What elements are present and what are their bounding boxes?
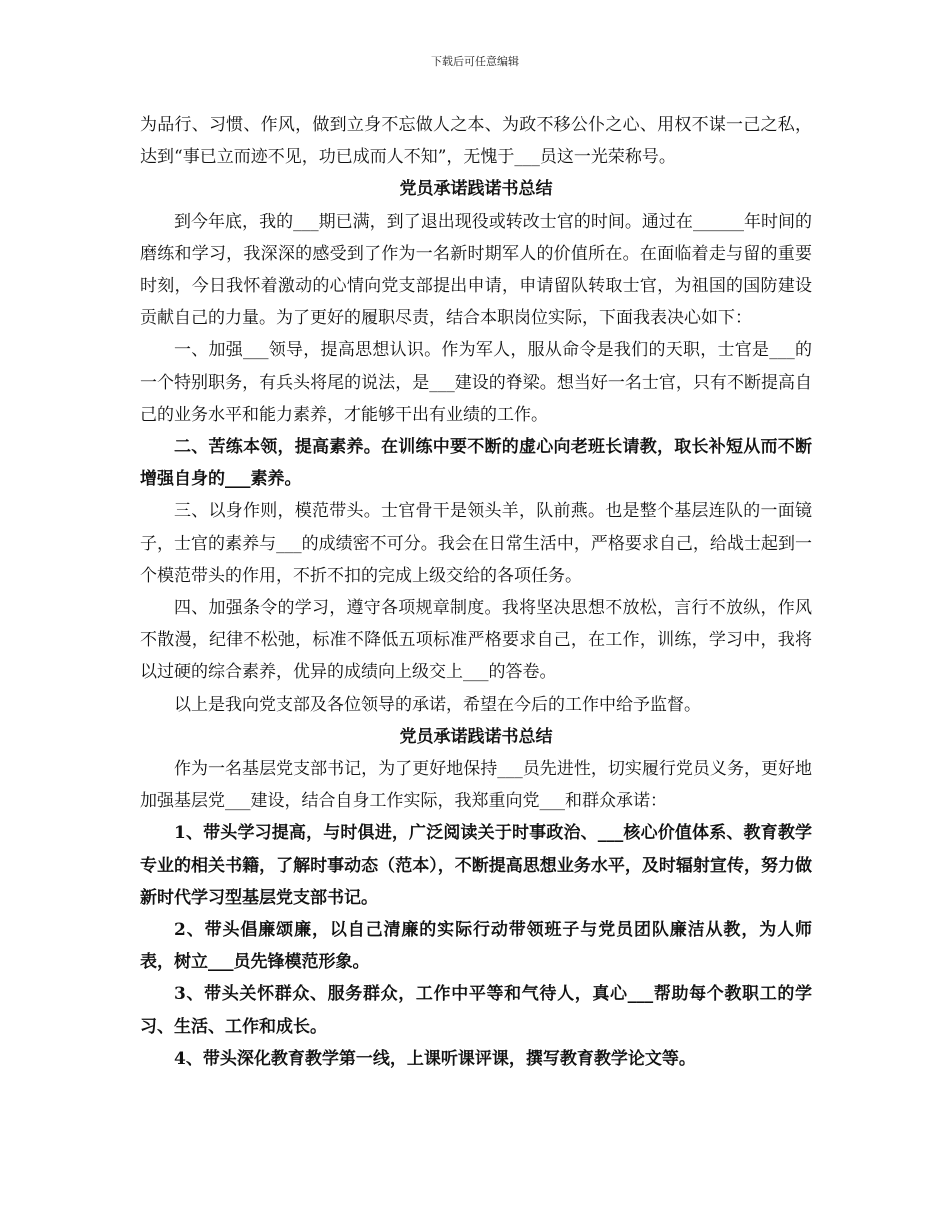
section-title: 党员承诺践诺书总结 — [399, 179, 553, 200]
paragraph-point-2: 二、苦练本领，提高素养。在训练中要不断的虚心向老班长请教，取长补短从而不断增强自身的___素养。 — [140, 437, 812, 490]
commitment-item: 2、带头倡廉颂廉，以自己清廉的实际行动带领班子与党员团队廉洁从教，为人师表，树立___员先锋模范形象。 — [140, 920, 812, 973]
paragraph-point-3: 三、以身作则，模范带头。士官骨干是领头羊，队前燕。也是整个基层连队的一面镜子，士官的素养与___的成绩密不可分。我会在日常生活中，严格要求自己，给战士起到一个模范带头的作用，不折不扣的完成上级交给的各项任务。 — [140, 501, 812, 586]
document-body — [140, 109, 812, 1075]
paragraph-continuation: 为品行、习惯、作风，做到立身不忘做人之本、为政不移公仆之心、用权不谋一己之私，达到“事已立而迹不见，功已成而人不知”，无愧于___员这一光荣称号。 — [140, 115, 812, 168]
paragraph-point-4: 四、加强条令的学习，遵守各项规章制度。我将坚决思想不放松，言行不放纵，作风不散漫，纪律不松弛，标准不降低五项标准严格要求自己，在工作，训练，学习中，我将以过硬的综合素养，优异的成绩向上级交上___的答卷。 — [140, 598, 812, 683]
paragraph-closing: 以上是我向党支部及各位领导的承诺，希望在今后的工作中给予监督。 — [174, 694, 701, 715]
paragraph-intro: 作为一名基层党支部书记，为了更好地保持___员先进性，切实履行党员义务，更好地加强基层党___建设，结合自身工作实际，我郑重向党___和群众承诺： — [140, 759, 812, 812]
commitment-item: 3、带头关怀群众、服务群众，工作中平等和气待人，真心___帮助每个教职工的学习、生活、工作和成长。 — [140, 984, 812, 1037]
commitment-item: 4、带头深化教育教学第一线，上课听课评课，撰写教育教学论文等。 — [174, 1048, 696, 1069]
paragraph-intro: 到今年底，我的___期已满，到了退出现役或转改士官的时间。通过在______年时间的磨练和学习，我深深的感受到了作为一名新时期军人的价值所在。在面临着走与留的重要时刻，今日我怀着激动的心情向党支部提出申请，申请留队转取士官，为祖国的国防建设贡献自己的力量。为了更好的履职尽责，结合本职岗位实际，下面我表决心如下： — [140, 211, 812, 329]
page-header-note: 下载后可任意编辑 — [431, 55, 519, 68]
commitment-item: 1、带头学习提高，与时俱进，广泛阅读关于时事政治、___核心价值体系、教育教学专业的相关书籍，了解时事动态（范本），不断提高思想业务水平，及时辐射宣传，努力做新时代学习型基层党支部书记。 — [140, 823, 812, 908]
paragraph-point-1: 一、加强___领导，提高思想认识。作为军人，服从命令是我们的天职，士官是___的一个特别职务，有兵头将尾的说法，是___建设的脊梁。想当好一名士官，只有不断提高自己的业务水平和能力素养，才能够干出有业绩的工作。 — [140, 340, 812, 425]
section-title: 党员承诺践诺书总结 — [399, 726, 553, 747]
